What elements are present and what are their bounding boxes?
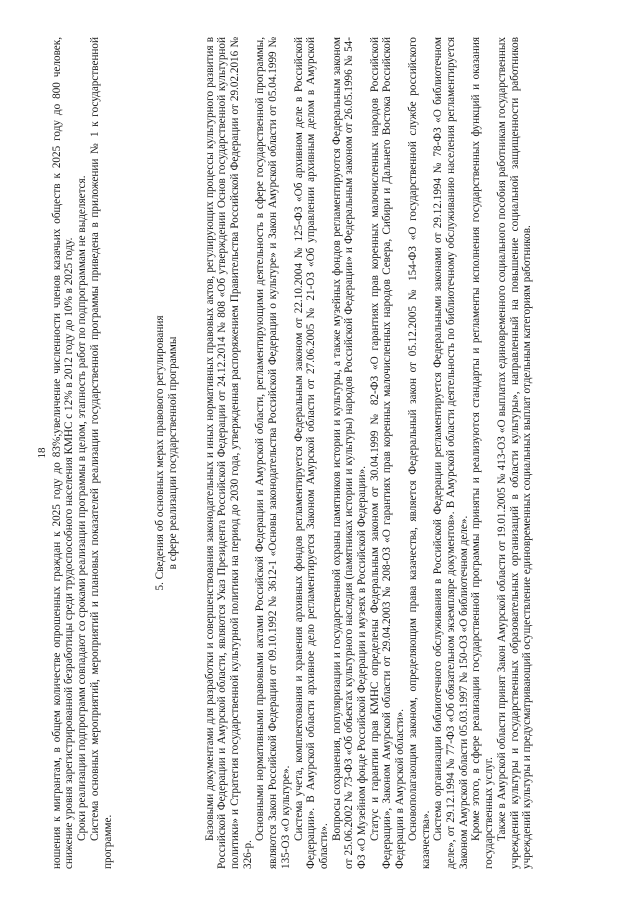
section-title-line2: в сфере реализации государственной программы <box>166 336 179 569</box>
paragraph-social-payments: Также в Амурской области принят Закон Амурской области от 19.01.2005 № 413-ОЗ «О выплатах единовременного социального пособия работникам государственных учреждений культуры и государственных образовательных организаций в области культуры», направленный на повышение социальной защищенности работников учреждений культуры и предусматривающий осуществление единовременных социальных выплат отдельным категориям работников. <box>495 36 534 869</box>
section-title-line1: 5. Сведения об основных мерах правового регулирования <box>154 315 167 591</box>
spacer <box>114 37 154 869</box>
paragraph-standards: Кроме этого, в сфере реализации государственной программы приняты и реализуются стандарты и регламенты исполнения государственных функций и оказания государственных услуг. <box>470 36 496 869</box>
page-number: 18 <box>36 447 48 458</box>
paragraph-archives: Система учета, комплектования и хранения архивных фондов регламентируется Федеральным законом от 22.10.2004 № 125-ФЗ «Об архивном деле в Российской Федерации». В Амурской области архивное дело регламентируется Законом Амурской области от 27.06.2005 № 21-ОЗ «Об управлении архивным делом в Амурской области». <box>292 36 330 869</box>
paragraph-main-acts: Основными нормативными правовыми актами Российской Федерации и Амурской области, регламентирующими деятельность в сфере государственной программы, являются Закон Российской Федерации от 09.10.1992 № 3612-1 «Основы законодательства Российской Федерации о культуре» и Закон Амурской области от 05.04.1999 № 135-ОЗ «О культуре». <box>254 36 292 869</box>
paragraph-base-documents: Базовыми документами для разработки и совершенствования законодательных и иных нормативных правовых актов, регулирующих процессы культурного развития в Российской Федерации и Амурской области, являются Указ Президента Российской Федерации от 24.12.2014 № 808 «Об утверждении Основ государственной культурной политики» и Стратегия государственной культурной политики на период до 2030 года, утвержденная распоряжением Правительства Российской Федерации от 29.02.2016 № 326-р. <box>203 36 254 869</box>
spacer <box>180 37 204 869</box>
paragraph-timing: Сроки реализации подпрограмм совпадают со сроками реализации программы в целом, этапность работ по подпрограммам не выделяется. <box>76 175 89 841</box>
paragraph-heritage: Вопросы сохранения, популяризации и государственной охраны памятников истории и культуры, а также музейных фондов регламентируются Федеральным законом от 25.06.2002 № 73-ФЗ «Об объектах культурного наследия (памятниках истории и культуры) народов Российской Федерации» и Федеральным законом от 26.05.1996 № 54-ФЗ «О Музейном фонде Российской Федерации и музеях в Российской Федерации». <box>330 36 369 869</box>
paragraph-targets: ношения к мигрантам, в общем количестве опрошенных граждан к 2025 году до 83%;увеличение численности членов казачьих обществ к 2025 году до 800 человек, снижение уровня зарегистрированной безработицы среди трудоспособного населения КМНС с 12% в 2012 году до 10% в 2025 году. <box>50 36 76 869</box>
paragraph-system-of-measures: Система основных мероприятий, мероприятий и плановых показателей реализации государственной программы приведена в приложении № 1 к государственной программе. <box>88 36 114 869</box>
paragraph-cossacks: Основополагающим законом, определяющим права казачества, является Федеральный закон от 05.12.2005 № 154-ФЗ «О государственной службе российского казачества». <box>406 36 432 869</box>
rotated-document-page <box>30 23 610 883</box>
paragraph-indigenous-peoples: Статус и гарантии прав КМНС определены Федеральным законом от 30.04.1999 № 82-ФЗ «О гарантиях прав коренных малочисленных народов Российской Федерации», Законом Амурской области от 29.04.2003 № 208-ОЗ «О гарантиях прав коренных малочисленных народов Севера, Сибири и Дальнего Востока Российской Федерации в Амурской области». <box>368 36 407 869</box>
paragraph-libraries: Система организации библиотечного обслуживания в Российской Федерации регламентируется Федеральными законами от 29.12.1994 № 78-ФЗ «О библиотечном деле», от 29.12.1994 № 77-ФЗ «Об обязательном экземпляре документов». В Амурской области деятельность по библиотечному обслуживанию населения регламентируется Законом Амурской области 05.03.1997 № 150-ОЗ «О библиотечном деле». <box>432 36 470 869</box>
